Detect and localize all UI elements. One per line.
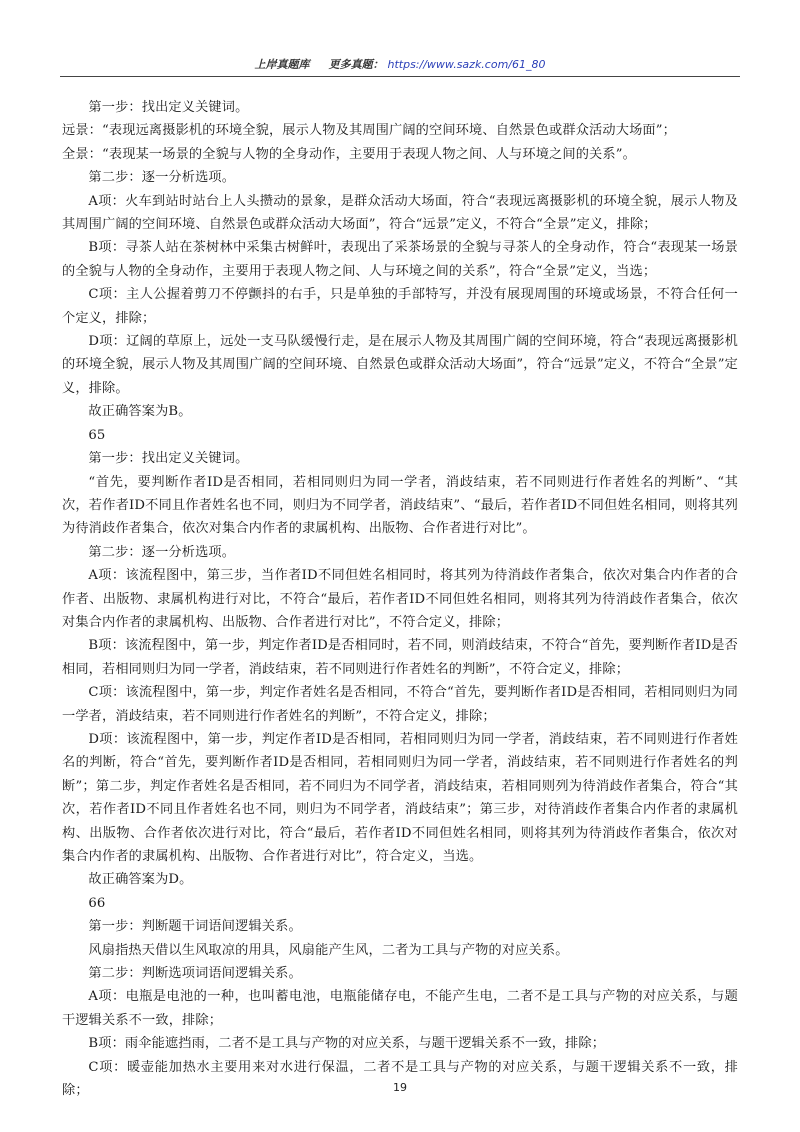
body-paragraph: 66 xyxy=(88,895,106,911)
body-paragraph: B项：寻茶人站在茶树林中采集古树鲜叶，表现出了采茶场景的全貌与寻茶人的全身动作，符合“表现某一场景的全貌与人物的全身动作，主要用于表现人物之间、人与环境之间的关系”，符合“全景”定义，当选； xyxy=(62,240,738,279)
body-paragraph: 第一步：找出定义关键词。 xyxy=(88,451,249,467)
body-paragraph: 故正确答案为B。 xyxy=(88,404,192,420)
body-paragraph: 第二步：逐一分析选项。 xyxy=(88,170,236,186)
body-paragraph: 故正确答案为D。 xyxy=(88,872,193,888)
body-paragraph: 第一步：找出定义关键词。 xyxy=(88,100,249,115)
header-link[interactable]: https://www.sazk.com/61_80 xyxy=(387,58,546,71)
page-body xyxy=(62,96,738,1102)
body-paragraph: C项：主人公握着剪刀不停颤抖的右手，只是单独的手部特写，并没有展现周围的环境或场景，不符合任何一个定义，排除； xyxy=(62,287,738,326)
body-paragraph: 远景：“表现远离摄影机的环境全貌，展示人物及其周围广阔的空间环境、自然景色或群众活动大场面”； xyxy=(62,123,676,139)
body-paragraph: 全景：“表现某一场景的全貌与人物的全身动作，主要用于表现人物之间、人与环境之间的关系”。 xyxy=(62,146,636,162)
page-number: 19 xyxy=(393,1081,407,1094)
body-paragraph: B项：雨伞能遮挡雨，二者不是工具与产物的对应关系，与题干逻辑关系不一致，排除； xyxy=(88,1036,606,1052)
header-divider xyxy=(60,76,740,77)
body-paragraph: D项：辽阔的草原上，远处一支马队缓慢行走，是在展示人物及其周围广阔的空间环境，符合“表现远离摄影机的环境全貌，展示人物及其周围广阔的空间环境、自然景色或群众活动大场面”，符合“远景”定义，不符合“全景”定义，排除。 xyxy=(62,334,738,396)
body-paragraph: A项：火车到站时站台上人头攒动的景象，是群众活动大场面，符合“表现远离摄影机的环境全貌，展示人物及其周围广阔的空间环境、自然景色或群众活动大场面”，符合“远景”定义，不符合“全景”定义，排除； xyxy=(62,193,738,233)
body-paragraph: 风扇指热天借以生风取凉的用具，风扇能产生风，二者为工具与产物的对应关系。 xyxy=(88,942,569,958)
body-paragraph: B项：该流程图中，第一步，判定作者ID是否相同时，若不同，则消歧结束，不符合“首先，要判断作者ID是否相同，若相同则归为同一学者，消歧结束，若不同则进行作者姓名的判断”，不符合定义，排除； xyxy=(62,638,738,677)
body-paragraph: A项：该流程图中，第三步，当作者ID不同但姓名相同时，将其列为待消歧作者集合，依次对集合内作者的合作者、出版物、隶属机构进行对比，不符合“最后，若作者ID不同但姓名相同，则将其列为待消歧作者集合，依次对集合内作者的隶属机构、出版物、合作者进行对比”，不符合定义，排除； xyxy=(62,568,738,630)
body-paragraph: 65 xyxy=(88,427,106,443)
body-paragraph: C项：该流程图中，第一步，判定作者姓名是否相同，不符合“首先，要判断作者ID是否相同，若相同则归为同一学者，消歧结束，若不同则进行作者姓名的判断”，不符合定义，排除； xyxy=(62,685,738,724)
body-paragraph: C项：暖壶能加热水主要用来对水进行保温，二者不是工具与产物的对应关系，与题干逻辑关系不一致，排除； xyxy=(62,1059,738,1099)
header-more-label: 更多真题： xyxy=(328,58,384,71)
header-brand: 上岸真题库 xyxy=(254,58,310,71)
body-paragraph: 第二步：逐一分析选项。 xyxy=(88,544,236,560)
body-paragraph: 第一步：判断题干词语间逻辑关系。 xyxy=(88,919,302,935)
body-paragraph: A项：电瓶是电池的一种，也叫蓄电池，电瓶能储存电，不能产生电，二者不是工具与产物的对应关系，与题干逻辑关系不一致，排除； xyxy=(62,989,738,1028)
page-header xyxy=(0,56,800,72)
body-paragraph: 第二步：判断选项词语间逻辑关系。 xyxy=(88,966,302,982)
body-paragraph: “首先，要判断作者ID是否相同，若相同则归为同一学者，消歧结束，若不同则进行作者姓名的判断”、“其次，若作者ID不同且作者姓名也不同，则归为不同学者，消歧结束”、“最后，若作者ID不同但姓名相同，则将其列为待消歧作者集合，依次对集合内作者的隶属机构、出版物、合作者进行对比”。 xyxy=(62,474,738,537)
body-paragraph: D项：该流程图中，第一步，判定作者ID是否相同，若相同则归为同一学者，消歧结束，若不同则进行作者姓名的判断，符合“首先，要判断作者ID是否相同，若相同则归为同一学者，消歧结束，若不同则进行作者姓名的判断”；第二步，判定作者姓名是否相同，若不同归为不同学者，消歧结束，若相同则列为待消歧作者集合，符合“其次，若作者ID不同且作者姓名也不同，则归为不同学者，消歧结束”；第三步，对待消歧作者集合内作者的隶属机构、出版物、合作者依次进行对比，符合“最后，若作者ID不同但姓名相同，则将其列为待消歧作者集合，依次对集合内作者的隶属机构、出版物、合作者进行对比”，符合定义，当选。 xyxy=(62,731,738,864)
